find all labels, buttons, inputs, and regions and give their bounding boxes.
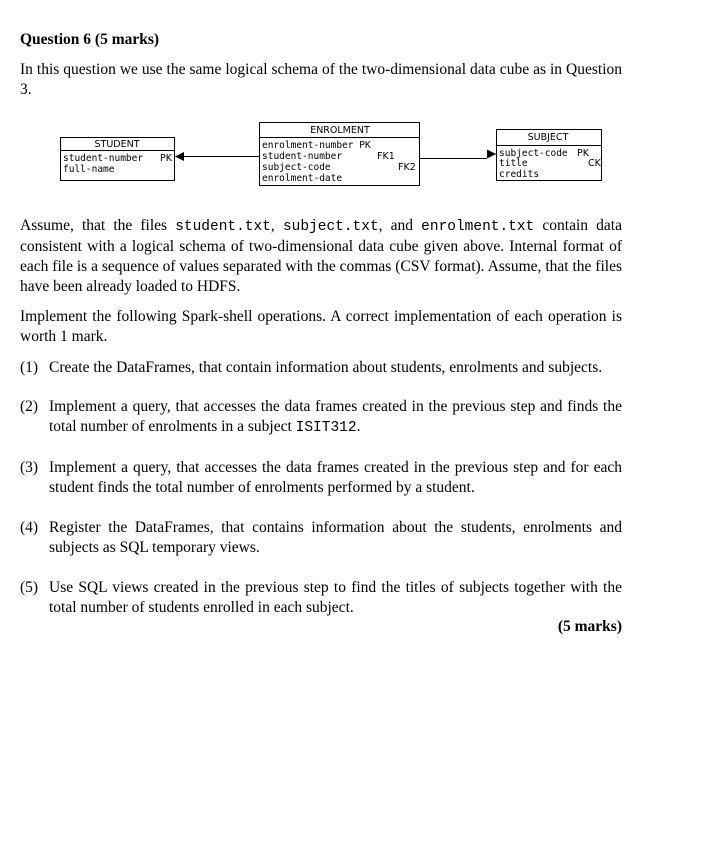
task-item-5 [20, 578, 622, 618]
task-text-tail: . [356, 418, 361, 435]
task-text: Use SQL views created in the previous step to find the titles of subjects together with the total number of students enrolled in each subject. [49, 579, 622, 616]
subject-attr-credits: credits [499, 169, 540, 180]
subject-pk-label: PK [577, 148, 589, 159]
enrolment-attr-student-number: student-number [262, 151, 343, 162]
enrolment-attr-enrolment-date: enrolment-date [262, 173, 343, 184]
assume-separator-2: , and [378, 217, 422, 234]
implement-paragraph: Implement the following Spark-shell operations. A correct implementation of each operation is worth 1 mark. [20, 308, 622, 345]
enrolment-attr-enrolment-number: enrolment-number PK [262, 140, 371, 151]
task-item-1 [20, 358, 622, 378]
subject-entity [497, 130, 602, 181]
task-text: Register the DataFrames, that contains information about the students, enrolments and subjects as SQL temporary views. [49, 519, 622, 556]
task-text: Implement a query, that accesses the data frames created in the previous step and for each student finds the total number of enrolments performed by a student. [49, 459, 622, 496]
relationship-enrolment-subject [420, 150, 496, 159]
intro-paragraph: In this question we use the same logical schema of the two-dimensional data cube as in Question 3. [20, 61, 622, 98]
subject-code-isit312: ISIT312 [295, 420, 357, 436]
assume-text-start: Assume, that the files [20, 217, 176, 234]
file-name-subject: subject.txt [282, 219, 379, 235]
schema-diagram-svg [60, 121, 602, 189]
enrolment-entity [260, 123, 420, 186]
task-text: Create the DataFrames, that contain information about students, enrolments and subjects. [49, 359, 603, 376]
assume-paragraph [20, 216, 622, 297]
subject-attr-title: title [499, 158, 528, 169]
task-number: (2) [20, 398, 39, 415]
enrolment-attr-subject-code: subject-code [262, 162, 331, 173]
task-number: (4) [20, 519, 39, 536]
relationship-student-enrolment [175, 152, 259, 161]
subject-entity-name: SUBJECT [527, 132, 569, 143]
task-item-4 [20, 518, 622, 558]
task-text-container [49, 397, 622, 438]
marks-label: (5 marks) [557, 618, 622, 635]
assume-text-end: contain data consistent with a logical schema of two-dimensional data cube given above. Internal format of each file is a sequence of values separated with the commas (CSV format). Assume, that the files have been already loaded to HDFS. [20, 217, 622, 295]
enrolment-entity-name: ENROLMENT [310, 125, 370, 136]
file-name-student: student.txt [175, 219, 271, 235]
student-entity [61, 138, 175, 181]
student-pk-label: PK [160, 153, 172, 164]
schema-diagram [60, 121, 602, 189]
file-name-enrolment: enrolment.txt [421, 219, 535, 235]
question-title: Question 6 (5 marks) [20, 31, 160, 48]
subject-attr-subject-code: subject-code [499, 148, 568, 159]
student-entity-name: STUDENT [94, 139, 140, 150]
task-item-2 [20, 397, 622, 438]
student-attr-full-name: full-name [63, 164, 115, 175]
enrolment-fk1-label: FK1 [377, 151, 395, 162]
student-attr-student-number: student-number [63, 153, 144, 164]
enrolment-fk2-label: FK2 [398, 162, 416, 173]
task-text: Implement a query, that accesses the data frames created in the previous step and finds the total number of enrolments in a subject [49, 398, 622, 435]
task-number: (5) [20, 579, 39, 596]
subject-ck-label: CK [588, 158, 601, 169]
task-number: (1) [20, 359, 39, 376]
task-item-3 [20, 458, 622, 498]
assume-separator-1: , [270, 217, 283, 234]
task-number: (3) [20, 459, 39, 476]
